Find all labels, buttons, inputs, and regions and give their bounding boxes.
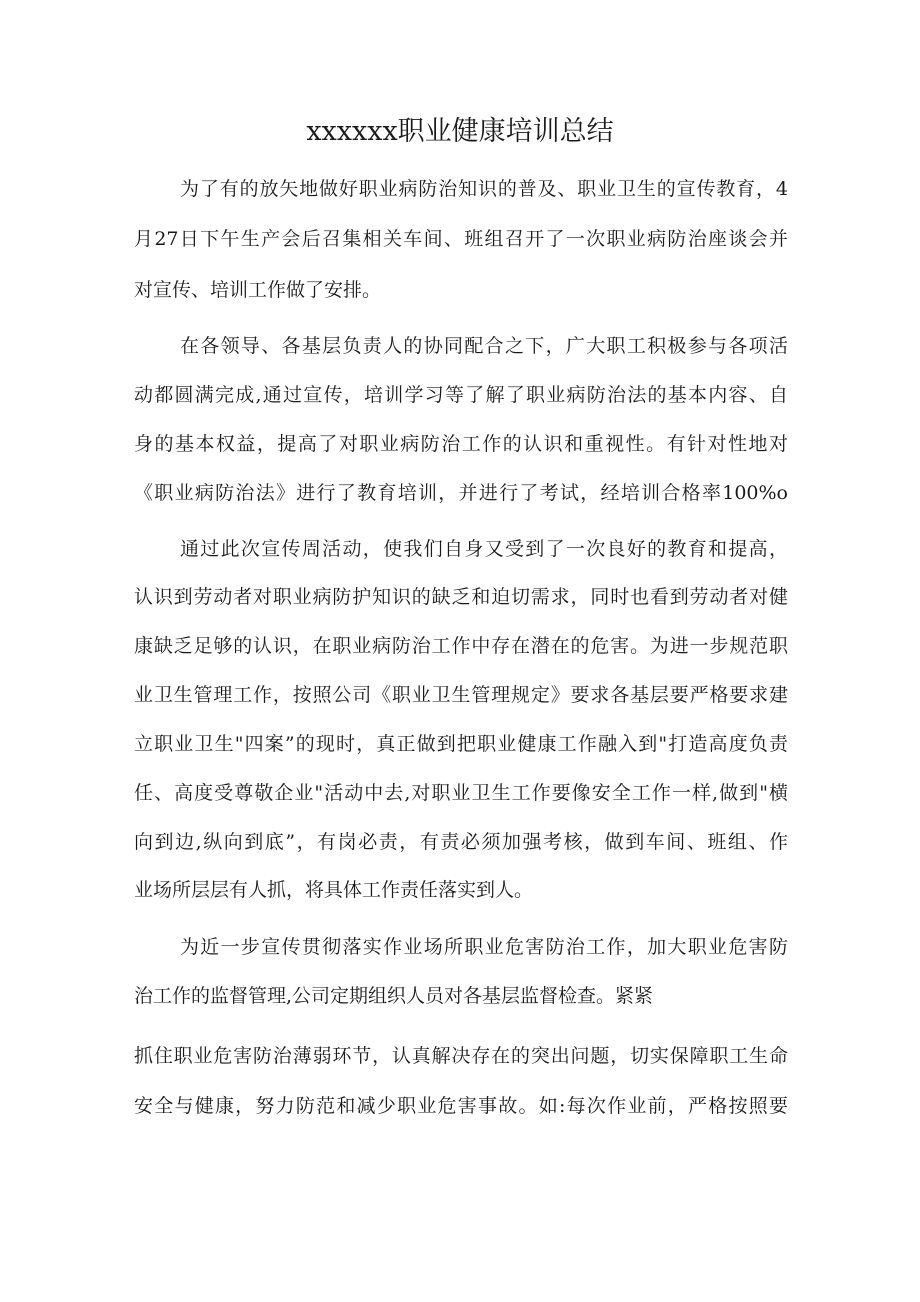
paragraph-2-line-4: 《职业病防治法》进行了教育培训，并进行了考试，经培训合格率100%o (134, 482, 788, 504)
paragraph-3-line-5: 立职业卫生"四案”的现时，真正做到把职业健康工作融入到"打造高度负责 (134, 733, 788, 755)
paragraph-4-line-4: 安全与健康，努力防范和减少职业危害事故。如:每次作业前，严格按照要 (134, 1095, 788, 1117)
paragraph-2-line-3: 身的基本权益，提高了对职业病防治工作的认识和重视性。有针对性地对 (134, 433, 788, 455)
paragraph-1-line-2: 月27日下午生产会后召集相关车间、班组召开了一次职业病防治座谈会并 (134, 228, 788, 250)
paragraph-1-line-3: 对宣传、培训工作做了安排。 (134, 279, 382, 301)
paragraph-1-line-1: 为了有的放矢地做好职业病防治知识的普及、职业卫生的宣传教育，4 (180, 178, 788, 200)
paragraph-3-line-2: 认识到劳动者对职业病防护知识的缺乏和迫切需求，同时也看到劳动者对健 (134, 586, 788, 608)
paragraph-3-line-4: 业卫生管理工作，按照公司《职业卫生管理规定》要求各基层要严格要求建 (134, 684, 788, 706)
paragraph-4-line-2: 治工作的监督管理,公司定期组织人员对各基层监督检查。紧紧 (134, 985, 654, 1007)
paragraph-3-line-7: 向到边,纵向到底”，有岗必责，有责必须加强考核，做到车间、班组、作 (134, 831, 788, 853)
paragraph-3-line-8: 业场所层层有人抓，将具体工作责任落实到人。 (134, 879, 534, 901)
paragraph-2-line-1: 在各领导、各基层负责人的协同配合之下，广大职工积极参与各项活 (180, 335, 788, 357)
paragraph-3-line-1: 通过此次宣传周活动，使我们自身又受到了一次良好的教育和提高， (180, 538, 788, 560)
paragraph-4-line-3: 抓住职业危害防治薄弱环节，认真解决存在的突出问题，切实保障职工生命 (134, 1045, 788, 1067)
paragraph-3-line-3: 康缺乏足够的认识，在职业病防治工作中存在潜在的危害。为进一步规范职 (134, 635, 788, 657)
document-title: xxxxxx职业健康培训总结 (306, 116, 614, 147)
paragraph-2-line-2: 动都圆满完成,通过宣传，培训学习等了解了职业病防治法的基本内容、自 (134, 384, 788, 406)
paragraph-4-line-1: 为近一步宣传贯彻落实作业场所职业危害防治工作，加大职业危害防 (180, 936, 788, 958)
paragraph-3-line-6: 任、高度受尊敬企业"活动中去,对职业卫生工作要像安全工作一样,做到"横 (134, 782, 788, 804)
